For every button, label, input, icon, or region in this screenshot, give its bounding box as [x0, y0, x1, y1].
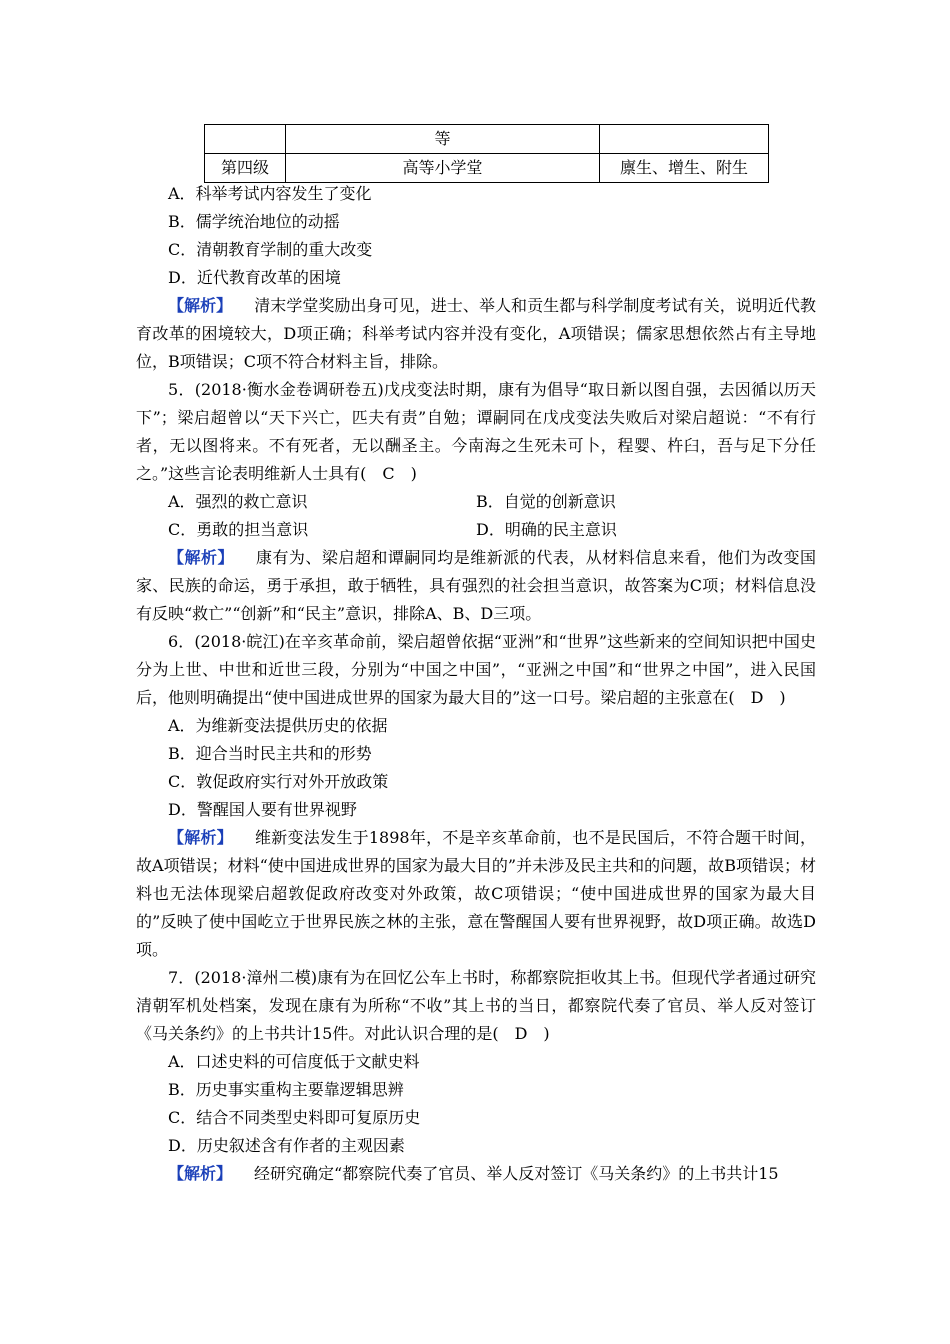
- table-cell: 高等小学堂: [286, 154, 600, 183]
- q7-option-b: B．历史事实重构主要靠逻辑思辨: [168, 1080, 404, 1099]
- q6-option-c: C．敦促政府实行对外开放政策: [168, 772, 389, 791]
- table-cell: 廪生、增生、附生: [600, 154, 769, 183]
- q7-option-a: A．口述史料的可信度低于文献史料: [168, 1052, 420, 1071]
- q6-option-b: B．迎合当时民主共和的形势: [168, 744, 372, 763]
- question-content: [136, 180, 816, 1188]
- table-cell: 第四级: [205, 154, 286, 183]
- q7-option-d: D．历史叙述含有作者的主观因素: [168, 1136, 405, 1155]
- q5-options-row-1: [136, 488, 816, 516]
- education-table: [204, 124, 769, 183]
- q5-option-c: C．勇敢的担当意识: [168, 520, 309, 539]
- q6-analysis: [136, 824, 816, 964]
- q6-stem: 6．(2018·皖江)在辛亥革命前，梁启超曾依据“亚洲”和“世界”这些新来的空间知识把中国史分为上世、中世和近世三段，分别为“中国之中国”，“亚洲之中国”和“世界之中国”，进入民国后，他则明确提出“使中国进成世界的国家为最大目的”这一口号。梁启超的主张意在( D ): [136, 632, 816, 707]
- q5-option-a: A．强烈的救亡意识: [168, 492, 308, 511]
- analysis-tag: 【解析】: [168, 296, 233, 315]
- q4-option-a: A．科举考试内容发生了变化: [168, 184, 372, 203]
- analysis-tag: 【解析】: [168, 548, 234, 567]
- analysis-text: 维新变法发生于1898年，不是辛亥革命前，也不是民国后，不符合题干时间，故A项错误；材料“使中国进成世界的国家为最大目的”并未涉及民主共和的问题，故B项错误；材料也无法体现梁启超敦促政府改变对外政策，故C项错误；“使中国进成世界的国家为最大目的”反映了使中国屹立于世界民族之林的主张，意在警醒国人要有世界视野，故D项正确。故选D项。: [136, 828, 816, 959]
- table-row: [205, 154, 769, 183]
- q5-stem: 5．(2018·衡水金卷调研卷五)戊戌变法时期，康有为倡导“取日新以图自强，去因循以历天下”；梁启超曾以“天下兴亡，匹夫有责”自勉；谭嗣同在戊戌变法失败后对梁启超说：“不有行者，无以图将来。不有死者，无以酬圣主。今南海之生死未可卜，程婴、杵臼，吾与足下分任之。”这些言论表明维新人士具有( C ): [136, 380, 816, 483]
- q4-option-d: D．近代教育改革的困境: [168, 268, 341, 287]
- analysis-text: 康有为、梁启超和谭嗣同均是维新派的代表，从材料信息来看，他们为改变国家、民族的命运，勇于承担，敢于牺牲，具有强烈的社会担当意识，故答案为C项；材料信息没有反映“救亡”“创新”和“民主”意识，排除A、B、D三项。: [136, 548, 816, 623]
- q6-option-a: A．为维新变法提供历史的依据: [168, 716, 388, 735]
- q4-option-c: C．清朝教育学制的重大改变: [168, 240, 373, 259]
- q5-option-b: B．自觉的创新意识: [476, 492, 616, 511]
- q5-option-d: D．明确的民主意识: [476, 520, 617, 539]
- q7-option-c: C．结合不同类型史料即可复原历史: [168, 1108, 421, 1127]
- q7-analysis: [136, 1160, 816, 1188]
- analysis-text: 清末学堂奖励出身可见，进士、举人和贡生都与科学制度考试有关，说明近代教育改革的困境较大，D项正确；科举考试内容并没有变化，A项错误；儒家思想依然占有主导地位，B项错误；C项不符合材料主旨，排除。: [136, 296, 816, 371]
- table-cell: [205, 125, 286, 154]
- q7-stem: 7．(2018·漳州二模)康有为在回忆公车上书时，称都察院拒收其上书。但现代学者通过研究清朝军机处档案，发现在康有为所称“不收”其上书的当日，都察院代奏了官员、举人反对签订《马关条约》的上书共计15件。对此认识合理的是( D ): [136, 968, 816, 1043]
- table-row: [205, 125, 769, 154]
- q5-analysis: [136, 544, 816, 628]
- q6-option-d: D．警醒国人要有世界视野: [168, 800, 357, 819]
- q5-options-row-2: [136, 516, 816, 544]
- table-cell: 等: [286, 125, 600, 154]
- table-cell: [600, 125, 769, 154]
- analysis-tag: 【解析】: [168, 828, 234, 847]
- q4-analysis: [136, 292, 816, 376]
- q4-option-b: B．儒学统治地位的动摇: [168, 212, 340, 231]
- analysis-tag: 【解析】: [168, 1164, 233, 1183]
- analysis-text: 经研究确定“都察院代奏了官员、举人反对签订《马关条约》的上书共计15: [254, 1164, 779, 1183]
